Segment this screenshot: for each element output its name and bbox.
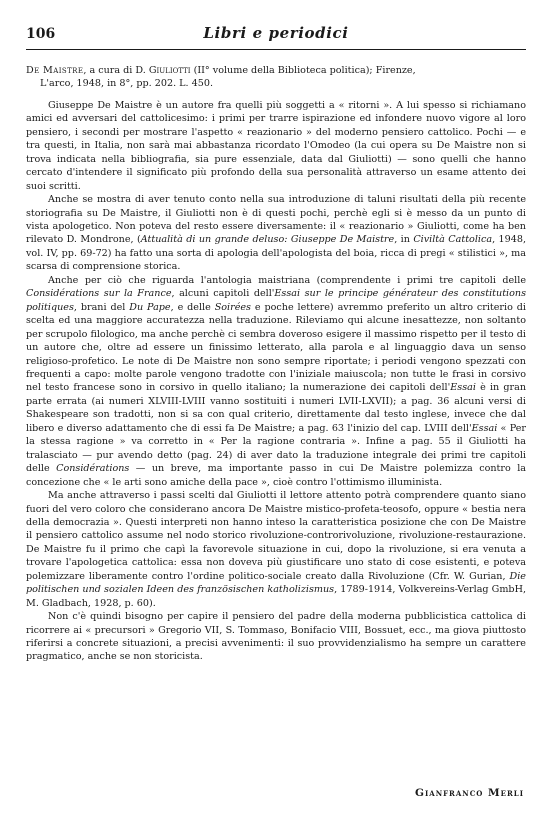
text-run: è in gran parte errata (ai numeri XLVIII-LVIII vanno sostituiti i numeri LVII-LXVII); a pag. 36 alcuni versi di Shakespeare son tradotti, non si sa con qual criterio, direttamente dal testo inglese, invece che dal libero e diverso adattamento che di essi fa De Maistre; a pag. 63 l'inizio del cap. LVIII dell' <box>26 382 527 434</box>
paragraph-2 <box>26 193 526 274</box>
article-title: Attualità di un grande deluso: Giuseppe De Maistre <box>140 234 395 246</box>
work-title: Essai <box>471 422 498 434</box>
work-title: Du Pape <box>129 301 171 313</box>
text-run: , alcuni capitoli dell' <box>171 288 275 300</box>
running-title: Libri e periodici <box>203 24 349 42</box>
paragraph-3 <box>26 274 526 489</box>
text-run: , 1789-1914, Volkvereins-Verlag GmbH, M. Gladbach, 1928, p. 60). <box>26 584 526 609</box>
paragraph-5: Non c'è quindi bisogno per capire il pensiero del padre della moderna pubblicistica cattolica di ricorrere ai « precursori » Gregorio VII, S. Tommaso, Bonifacio VIII, Bossuet, ecc., ma giova piuttosto riferirsi a concrete situazioni, a precisi avvenimenti: il suo provvidenzialismo ha sempre un carattere pragmatico, anche se non storicista. <box>26 611 526 663</box>
paragraph-4 <box>26 489 526 610</box>
reviewer-signature: Gianfranco Merli <box>415 787 524 799</box>
work-title: Considérations <box>56 463 130 475</box>
text-run: — un breve, ma importante passo in cui De Maistre polemizza contro la concezione che « le arti sono amiche della pace », cioè contro l'ottimismo illuminista. <box>26 463 526 488</box>
work-title: Die politischen und sozialen Ideen des französischen katholizismus <box>26 570 526 596</box>
page-header <box>26 24 526 46</box>
text-run: e poche lettere) avremmo preferito un altro criterio di scelta ed una maggiore accuratezza nella traduzione. Rileviamo qui alcune inesattezze, non soltanto per scrupolo filologico, ma anche perchè ci sembra doveroso esigere il massimo rispetto per il testo di un autore che, oltre ad essere un finissimo letterato, alla parola e al linguaggio dava un senso religioso-profetico. Le note di De Maistre non sono sempre riportate; i periodi vengono spezzati con frequenti a capo: molte parole vengono tradotte con l'iniziale maiuscola; non tutte le frasi in corsivo nel testo francese sono in corsivo in quello italiano; la numerazione dei capitoli dell' <box>26 301 526 394</box>
work-title: Soirées <box>214 301 251 313</box>
paragraph-1: Giuseppe De Maistre è un autore fra quelli più soggetti a « ritorni ». A lui spesso si richiamano amici ed avversari del cattolicesimo: i primi per trarre ispirazione ed infondere nuovo vigore al loro pensiero, i secondi per mostrare l'aspetto « reazionario » del moderno pensiero cattolico. Pochi — e tra questi, in Italia, non sarà mai abbastanza ricordato l'Omodeo (la cui opera su De Maistre non si trova indicata nella bibliografia, sia pure essenziale, data dal Giuliotti) — sono quelli che hanno cercato d'intendere il significato più profondo della sua personalità attraverso un esame attento dei suoi scritti. <box>26 99 526 192</box>
bibliographic-entry <box>26 64 526 91</box>
text-run: Ma anche attraverso i passi scelti dal Giuliotti il lettore attento potrà comprendere quanto siano fuori del vero coloro che considerano ancora De Maistre mistico-profeta-teosofo, oppure « bestia nera della democrazia ». Questi interpreti non hanno inteso la caratteristica posizione che con De Maistre il pensiero cattolico assume nel nodo storico rivoluzione-controrivoluzione, rivoluzione-restaurazione. De Maistre fu il primo che capì la favorevole situazione in cui, dopo la rivoluzione, si era venuta a trovare l'apologetica cattolica: essa non doveva più giustificare uno stato di cose esistenti, e poteva polemizzare liberamente contro l'ordine politico-sociale creato dalla Rivoluzione (Cfr. W. Gurian, <box>26 490 526 582</box>
book-editor: D. Giuliotti <box>135 65 191 76</box>
text-run: , brani del <box>73 301 130 313</box>
work-title: Essai sur le principe générateur des constitutions politiques <box>26 288 526 313</box>
text-run: Anche se mostra di aver tenuto conto nella sua introduzione di taluni risultati della più recente storiografia su De Maistre, il Giuliotti non è di questi pochi, perchè egli si è messo da un punto di vista apologetico. Non poteva del resto essere diversamente: il « reazionario » Giuliotti, come ha ben rilevato D. Mondrone, ( <box>26 194 526 246</box>
text-run: « Per la stessa ragione » va corretto in « Per la ragione contraria ». Infine a pag. 55 il Giuliotti ha tralasciato — pur avendo detto (pag. 24) di aver dato la traduzione integrale dei primi tre capitoli delle <box>26 422 526 475</box>
text-run: , in <box>394 234 414 246</box>
journal-title: Civiltà Cattolica <box>413 234 493 246</box>
text-run: Anche per ciò che riguarda l'antologia maistriana (comprendente i primi tre capitoli delle <box>48 274 526 286</box>
work-title: Essai <box>450 382 476 394</box>
publication-details: L'arco, 1948, in 8°, pp. 202. L. 450. <box>40 78 213 90</box>
text-run: , e delle <box>170 301 215 313</box>
header-rule <box>26 49 526 50</box>
biblio-text: , a cura di <box>83 65 136 76</box>
book-author: De Maistre <box>26 65 84 76</box>
page-number: 106 <box>26 26 56 42</box>
biblio-text: (II° volume della Biblioteca politica); Firenze, <box>190 65 416 76</box>
review-body <box>26 64 526 664</box>
work-title: Considérations sur la France <box>26 288 172 300</box>
text-run: , 1948, vol. IV, pp. 69-72) ha fatto una sorta di apologia dell'apologista del boia, ricca di pregi « stilistici », ma scarsa di comprensione storica. <box>26 234 526 273</box>
